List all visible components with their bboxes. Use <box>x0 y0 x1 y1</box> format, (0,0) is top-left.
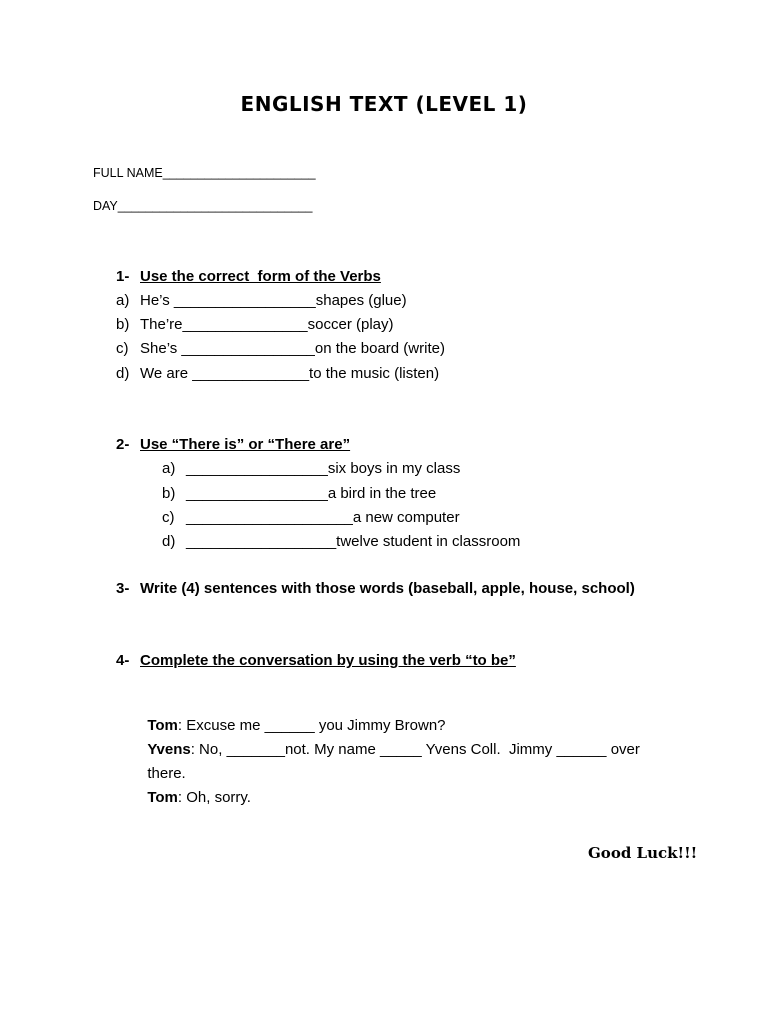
speaker-name: Tom <box>147 717 178 734</box>
q1-item-a: He’s _________________shapes (glue) <box>140 292 407 309</box>
q2-item-d: __________________twelve student in classroom <box>186 533 521 550</box>
q2-item-b: _________________a bird in the tree <box>186 485 437 502</box>
q1-item-c-letter: c) <box>116 340 129 357</box>
q2-number: 2- <box>116 436 130 453</box>
conversation-line-2 <box>139 724 640 758</box>
speaker-name: Yvens <box>147 741 191 758</box>
q1-item-a-letter: a) <box>116 292 130 309</box>
dialogue-text: there. <box>147 765 186 782</box>
q2-item-a-letter: a) <box>162 460 176 477</box>
speaker-name: Tom <box>147 789 178 806</box>
page-title: ENGLISH TEXT (LEVEL 1) <box>240 92 528 116</box>
q3-heading: Write (4) sentences with those words (baseball, apple, house, school) <box>140 580 635 597</box>
q2-item-c-letter: c) <box>162 509 175 526</box>
q2-item-d-letter: d) <box>162 533 176 550</box>
q2-item-b-letter: b) <box>162 485 176 502</box>
q2-heading: Use “There is” or “There are” <box>140 436 351 453</box>
closing-text: Good Luck!!! <box>588 844 698 862</box>
dialogue-text: : No, _______not. My name _____ Yvens Coll. Jimmy ______ over <box>190 741 640 758</box>
q4-number: 4- <box>116 652 130 669</box>
full-name-field: FULL NAME______________________ <box>93 166 316 180</box>
q1-heading: Use the correct form of the Verbs <box>140 268 381 285</box>
q1-item-b-letter: b) <box>116 316 130 333</box>
q1-item-b: The’re_______________soccer (play) <box>140 316 394 333</box>
q1-item-d: We are ______________to the music (listen) <box>140 365 440 382</box>
q2-item-c: ____________________a new computer <box>186 509 460 526</box>
dialogue-text: : Oh, sorry. <box>177 789 251 806</box>
day-field: DAY____________________________ <box>93 199 313 213</box>
conversation-line-4 <box>139 772 251 806</box>
q1-item-c: She’s ________________on the board (write) <box>140 340 445 357</box>
q4-heading: Complete the conversation by using the verb “to be” <box>140 652 516 669</box>
q2-item-a: _________________six boys in my class <box>186 460 461 477</box>
q1-number: 1- <box>116 268 130 285</box>
dialogue-text: : Excuse me ______ you Jimmy Brown? <box>177 717 446 734</box>
q1-item-d-letter: d) <box>116 365 130 382</box>
q3-number: 3- <box>116 580 130 597</box>
